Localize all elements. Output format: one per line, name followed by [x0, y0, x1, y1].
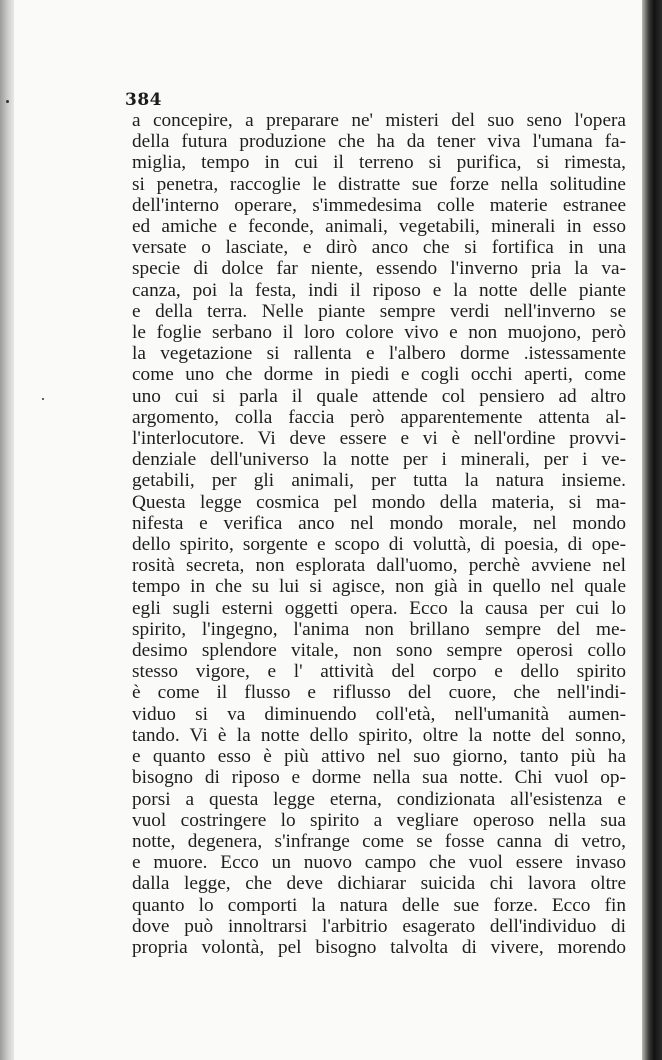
text-line: versate o lasciate, e dirò anco che si fortifica in una	[132, 237, 626, 259]
text-line: canza, poi la festa, indi il riposo e la notte delle piante	[132, 279, 626, 301]
body-text	[132, 110, 626, 958]
text-line: denziale dell'universo la notte per i minerali, per i ve-	[132, 449, 626, 471]
text-line: viduo si va diminuendo coll'età, nell'umanità aumen-	[132, 703, 626, 725]
text-line: spirito, l'ingegno, l'anima non brillano sempre del me-	[132, 618, 626, 640]
text-line: e muore. Ecco un nuovo campo che vuol essere invaso	[132, 852, 626, 874]
text-line: quanto lo comporti la natura delle sue forze. Ecco fin	[132, 894, 626, 916]
text-line: ed amiche e feconde, animali, vegetabili, minerali in esso	[132, 216, 626, 238]
text-line: è come il flusso e riflusso del cuore, che nell'indi-	[132, 682, 626, 704]
text-line: nifesta e verifica anco nel mondo morale, nel mondo	[132, 512, 626, 534]
text-line: a concepire, a preparare ne' misteri del suo seno l'opera	[132, 110, 626, 131]
text-line: uno cui si parla il quale attende col pensiero ad altro	[132, 385, 626, 407]
text-line: specie di dolce far niente, essendo l'inverno pria la va-	[132, 258, 626, 280]
text-line: argomento, colla faccia però apparentemente attenta al-	[132, 406, 626, 428]
print-speck	[42, 398, 44, 400]
text-line: egli sugli esterni oggetti opera. Ecco la causa per cui lo	[132, 597, 626, 619]
text-line: tempo in che su lui si agisce, non già in quello nel quale	[132, 576, 626, 598]
print-speck	[6, 100, 9, 103]
text-line: porsi a questa legge eterna, condizionata all'esistenza e	[132, 788, 626, 810]
text-line: rosità secreta, non esplorata dall'uomo, perchè avviene nel	[132, 555, 626, 577]
text-line: e quanto esso è più attivo nel suo giorno, tanto più ha	[132, 746, 626, 768]
text-line: e della terra. Nelle piante sempre verdi nell'inverno se	[132, 300, 626, 322]
text-line: dell'interno operare, s'immedesima colle materie estranee	[132, 194, 626, 216]
text-line: vuol costringere lo spirito a vegliare operoso nella sua	[132, 809, 626, 831]
text-line: la vegetazione si rallenta e l'albero dorme .istessamente	[132, 343, 626, 365]
book-binding-edge	[642, 0, 662, 1060]
text-line: si penetra, raccoglie le distratte sue forze nella solitudine	[132, 173, 626, 195]
text-line: l'interlocutore. Vi deve essere e vi è nell'ordine provvi-	[132, 428, 626, 450]
text-line: propria volontà, pel bisogno talvolta di vivere, morendo	[132, 936, 626, 958]
text-line: Questa legge cosmica pel mondo della materia, si ma-	[132, 491, 626, 513]
text-line: desimo splendore vitale, non sono sempre operosi collo	[132, 640, 626, 662]
page-number: 384	[125, 90, 162, 110]
text-line: le foglie serbano il loro colore vivo e non muojono, però	[132, 322, 626, 344]
text-line: tando. Vi è la notte dello spirito, oltre la notte del sonno,	[132, 724, 626, 746]
text-line: come uno che dorme in piedi e cogli occhi aperti, come	[132, 364, 626, 386]
text-line: stesso vigore, e l' attività del corpo e dello spirito	[132, 661, 626, 683]
page-left-shadow	[0, 0, 14, 1060]
text-line: notte, degenera, s'infrange come se fosse canna di vetro,	[132, 830, 626, 852]
text-line: dalla legge, che deve dichiarar suicida chi lavora oltre	[132, 873, 626, 895]
text-line: getabili, per gli animali, per tutta la natura insieme.	[132, 470, 626, 492]
text-line: dove può innoltrarsi l'arbitrio esagerato dell'individuo di	[132, 915, 626, 937]
text-line: dello spirito, sorgente e scopo di voluttà, di poesia, di ope-	[132, 534, 626, 556]
text-line: della futura produzione che ha da tener viva l'umana fa-	[132, 131, 626, 153]
text-line: bisogno di riposo e dorme nella sua notte. Chi vuol op-	[132, 767, 626, 789]
text-line: miglia, tempo in cui il terreno si purifica, si rimesta,	[132, 152, 626, 174]
